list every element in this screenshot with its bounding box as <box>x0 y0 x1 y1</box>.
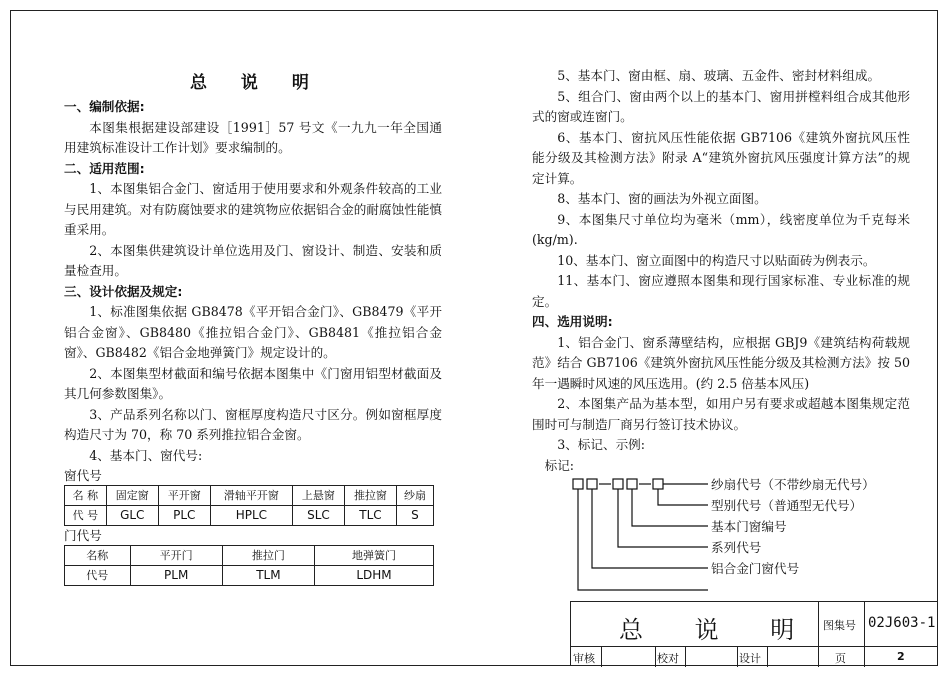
divider <box>818 602 819 646</box>
section-1-heading: 一、编制依据: <box>64 99 145 114</box>
mark-item-1: 纱扇代号（不带纱扇无代号） <box>711 477 875 492</box>
page-label: 页 <box>835 652 846 665</box>
divider <box>864 602 865 646</box>
table-cell: 上悬窗 <box>292 486 344 506</box>
table-cell: 推拉门 <box>222 546 314 566</box>
title-block-name: 总 说 明 <box>619 616 817 644</box>
table-cell: TLC <box>344 506 396 526</box>
atlas-label: 图集号 <box>823 619 856 632</box>
door-code-label: 门代号 <box>64 528 102 543</box>
table-row <box>65 506 434 526</box>
section-2-heading: 二、适用范围: <box>64 160 145 176</box>
section-3-heading: 三、设计依据及规定: <box>64 283 183 299</box>
right-column <box>532 66 910 476</box>
atlas-code: 02J603-1 <box>868 615 936 631</box>
item-5b-text: 5、组合门、窗由两个以上的基本门、窗用拼樘料组合成其他形式的窗或连窗门。 <box>532 88 910 124</box>
divider <box>737 647 738 667</box>
page-number: 2 <box>897 650 905 663</box>
section-4-text-1: 1、铝合金门、窗系薄壁结构，应根据 GBJ9《建筑结构荷载规范》结合 GB7106《建筑外窗抗风压性能分级及其检测方法》按 50 年一遇瞬时风速的风压选用。(约 2.5 倍基本风压) <box>532 334 910 391</box>
table-row <box>65 546 434 566</box>
page-title: 总 说 明 <box>190 73 323 93</box>
table-row <box>65 566 434 586</box>
door-code-table <box>64 545 434 586</box>
window-code-label: 窗代号 <box>64 468 102 483</box>
divider <box>655 647 656 667</box>
table-cell: 推拉窗 <box>344 486 396 506</box>
section-3-text-1: 1、标准图集依据 GB8478《平开铝合金门》、GB8479《平开铝合金窗》、GB8480《推拉铝合金门》、GB8481《推拉铝合金窗》、GB8482《铝合金地弹簧门》规定设计的。 <box>64 304 442 360</box>
section-3-text-3: 3、产品系列名称以门、窗框厚度构造尺寸区分。例如窗框厚度构造尺寸为 70，称 70 系列推拉铝合金窗。 <box>64 406 442 442</box>
review-label: 审核 <box>573 652 595 665</box>
left-column <box>64 97 442 586</box>
section-2-text-2: 2、本图集供建筑设计单位选用及门、窗设计、制造、安装和质量检查用。 <box>64 242 442 278</box>
table-cell: 地弹簧门 <box>315 546 434 566</box>
section-3-text-4: 4、基本门、窗代号: <box>89 447 203 463</box>
mark-item-4: 系列代号 <box>711 540 762 555</box>
item-5-text: 5、基本门、窗由框、扇、玻璃、五金件、密封材料组成。 <box>557 68 881 83</box>
item-6-text: 6、基本门、窗抗风压性能依据 GB7106《建筑外窗抗风压性能分级及其检测方法》附录 A“建筑外窗抗风压强度计算方法”的规定计算。 <box>532 129 910 186</box>
divider <box>685 647 686 667</box>
title-block-main-row <box>571 602 937 646</box>
table-cell: 代号 <box>65 566 131 586</box>
divider <box>864 647 865 667</box>
window-code-table <box>64 485 434 526</box>
section-2-text-1: 1、本图集铝合金门、窗适用于使用要求和外观条件较高的工业与民用建筑。对有防腐蚀要求的建筑物应依据铝合金的耐腐蚀性能慎重采用。 <box>64 181 442 237</box>
title-block <box>570 601 938 666</box>
table-cell: LDHM <box>315 566 434 586</box>
design-label: 设计 <box>739 652 761 665</box>
table-cell: 名称 <box>65 546 131 566</box>
item-8-text: 8、基本门、窗的画法为外视立面图。 <box>557 191 767 206</box>
table-cell: TLM <box>222 566 314 586</box>
table-cell: 代 号 <box>65 506 107 526</box>
table-cell: PLC <box>158 506 210 526</box>
table-cell: 纱扇 <box>396 486 433 506</box>
mark-label: 标记: <box>544 457 575 473</box>
section-4-heading: 四、选用说明: <box>532 314 613 329</box>
section-1-text: 本图集根据建设部建设［1991］57 号文《一九九一年全国通用建筑标准设计工作计划》要求编制的。 <box>64 119 442 155</box>
item-9-text: 9、本图集尺寸单位均为毫米（mm），线密度单位为千克每米(kg/m). <box>532 211 910 247</box>
table-cell: S <box>396 506 433 526</box>
table-cell: SLC <box>292 506 344 526</box>
mark-item-5: 铝合金门窗代号 <box>711 561 800 576</box>
divider <box>767 647 768 667</box>
table-cell: PLM <box>130 566 222 586</box>
table-cell: HPLC <box>210 506 292 526</box>
section-4-text-2: 2、本图集产品为基本型，如用户另有要求或超越本图集规定范围时可与制造厂商另行签订技术协议。 <box>532 396 910 432</box>
table-cell: 平开门 <box>130 546 222 566</box>
table-cell: 名 称 <box>65 486 107 506</box>
table-cell: 平开窗 <box>158 486 210 506</box>
table-cell: GLC <box>106 506 158 526</box>
title-block-sign-row <box>571 646 937 667</box>
check-label: 校对 <box>657 652 679 665</box>
mark-item-3: 基本门窗编号 <box>711 519 787 534</box>
item-10-text: 10、基本门、窗立面图中的构造尺寸以贴面砖为例表示。 <box>557 252 876 268</box>
section-4-text-3: 3、标记、示例: <box>557 437 646 452</box>
table-cell: 滑轴平开窗 <box>210 486 292 506</box>
mark-item-2: 型别代号（普通型无代号） <box>711 498 863 513</box>
section-3-text-2: 2、本图集型材截面和编号依据本图集中《门窗用铝型材截面及其几何参数图集》。 <box>64 365 442 401</box>
divider <box>818 647 819 667</box>
table-cell: 固定窗 <box>106 486 158 506</box>
item-11-text: 11、基本门、窗应遵照本图集和现行国家标准、专业标准的规定。 <box>532 273 910 309</box>
divider <box>601 647 602 667</box>
table-row <box>65 486 434 506</box>
